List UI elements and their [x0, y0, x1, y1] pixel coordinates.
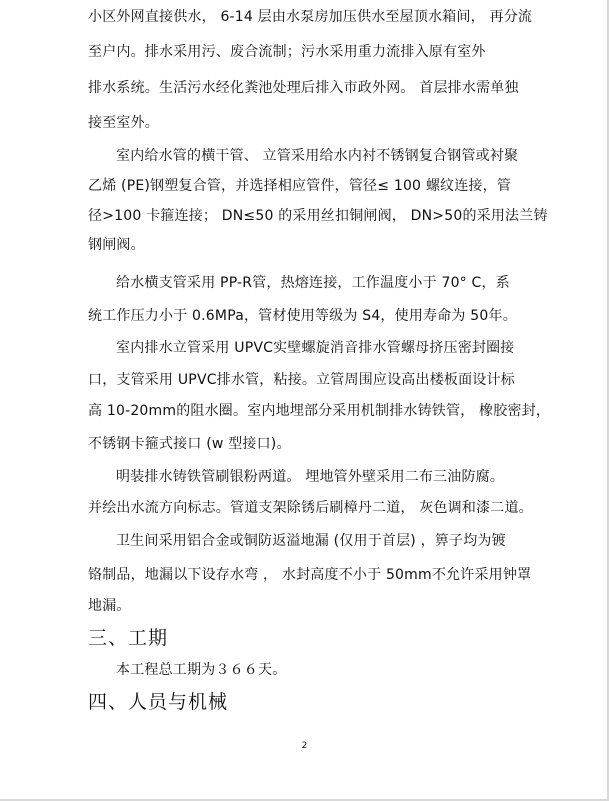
text-line: 至户内。排水采用污、废合流制；污水采用重力流排入原有室外	[88, 44, 486, 60]
text-line: 本工程总工期为３６６天。	[116, 662, 287, 678]
page-number: 2	[301, 741, 308, 751]
text-line: 铬制品，地漏以下设存水弯 ， 水封高度不小于 50mm不允许采用钟罩	[88, 567, 532, 583]
text-line: 不锈钢卡箍式接口 (w 型接口)。	[88, 436, 291, 452]
text-line: 接至室外。	[88, 115, 159, 131]
section-heading-schedule: 三、工期	[88, 627, 169, 649]
text-line: 乙烯 (PE)钢塑复合管，并选择相应管件，管径≤ 100 螺纹连接，管	[88, 178, 512, 194]
text-line: 排水系统。生活污水经化粪池处理后排入市政外网。 首层排水需单独	[88, 80, 519, 96]
text-line: 卫生间采用铝合金或铜防返溢地漏 (仅用于首层) ，箅子均为镀	[116, 533, 506, 549]
text-line: 径>100 卡箍连接； DN≤50 的采用丝扣铜闸阀， DN>50的采用法兰铸	[88, 208, 548, 224]
text-line: 钢闸阀。	[88, 237, 145, 253]
text-line: 地漏。	[88, 598, 131, 614]
text-line: 室内给水管的横干管、 立管采用给水内衬不锈钢复合钢管或衬聚	[116, 148, 519, 164]
text-line: 小区外网直接供水， 6-14 层由水泵房加压供水至屋顶水箱间， 再分流	[88, 9, 533, 25]
text-line: 室内排水立管采用 UPVC实壁螺旋消音排水管螺母挤压密封圈接	[116, 340, 515, 356]
text-line: 给水横支管采用 PP-R管，热熔连接，工作温度小于 70° C，系	[116, 275, 510, 291]
section-heading-personnel: 四、人员与机械	[88, 691, 229, 713]
text-line: 统工作压力小于 0.6MPa，管材使用等级为 S4，使用寿命为 50年。	[88, 308, 517, 324]
text-line: 口，支管采用 UPVC排水管，粘接。立管周围应设高出楼板面设计标	[88, 372, 515, 388]
text-line: 高 10-20mm的阻水圈。室内地埋部分采用机制排水铸铁管， 橡胶密封，	[88, 403, 551, 419]
text-line: 明装排水铸铁管刷银粉两道。 埋地管外壁采用二布三油防腐。	[116, 469, 505, 485]
text-line: 并绘出水流方向标志。管道支架除锈后刷樟丹二道， 灰色调和漆二道。	[88, 500, 533, 516]
